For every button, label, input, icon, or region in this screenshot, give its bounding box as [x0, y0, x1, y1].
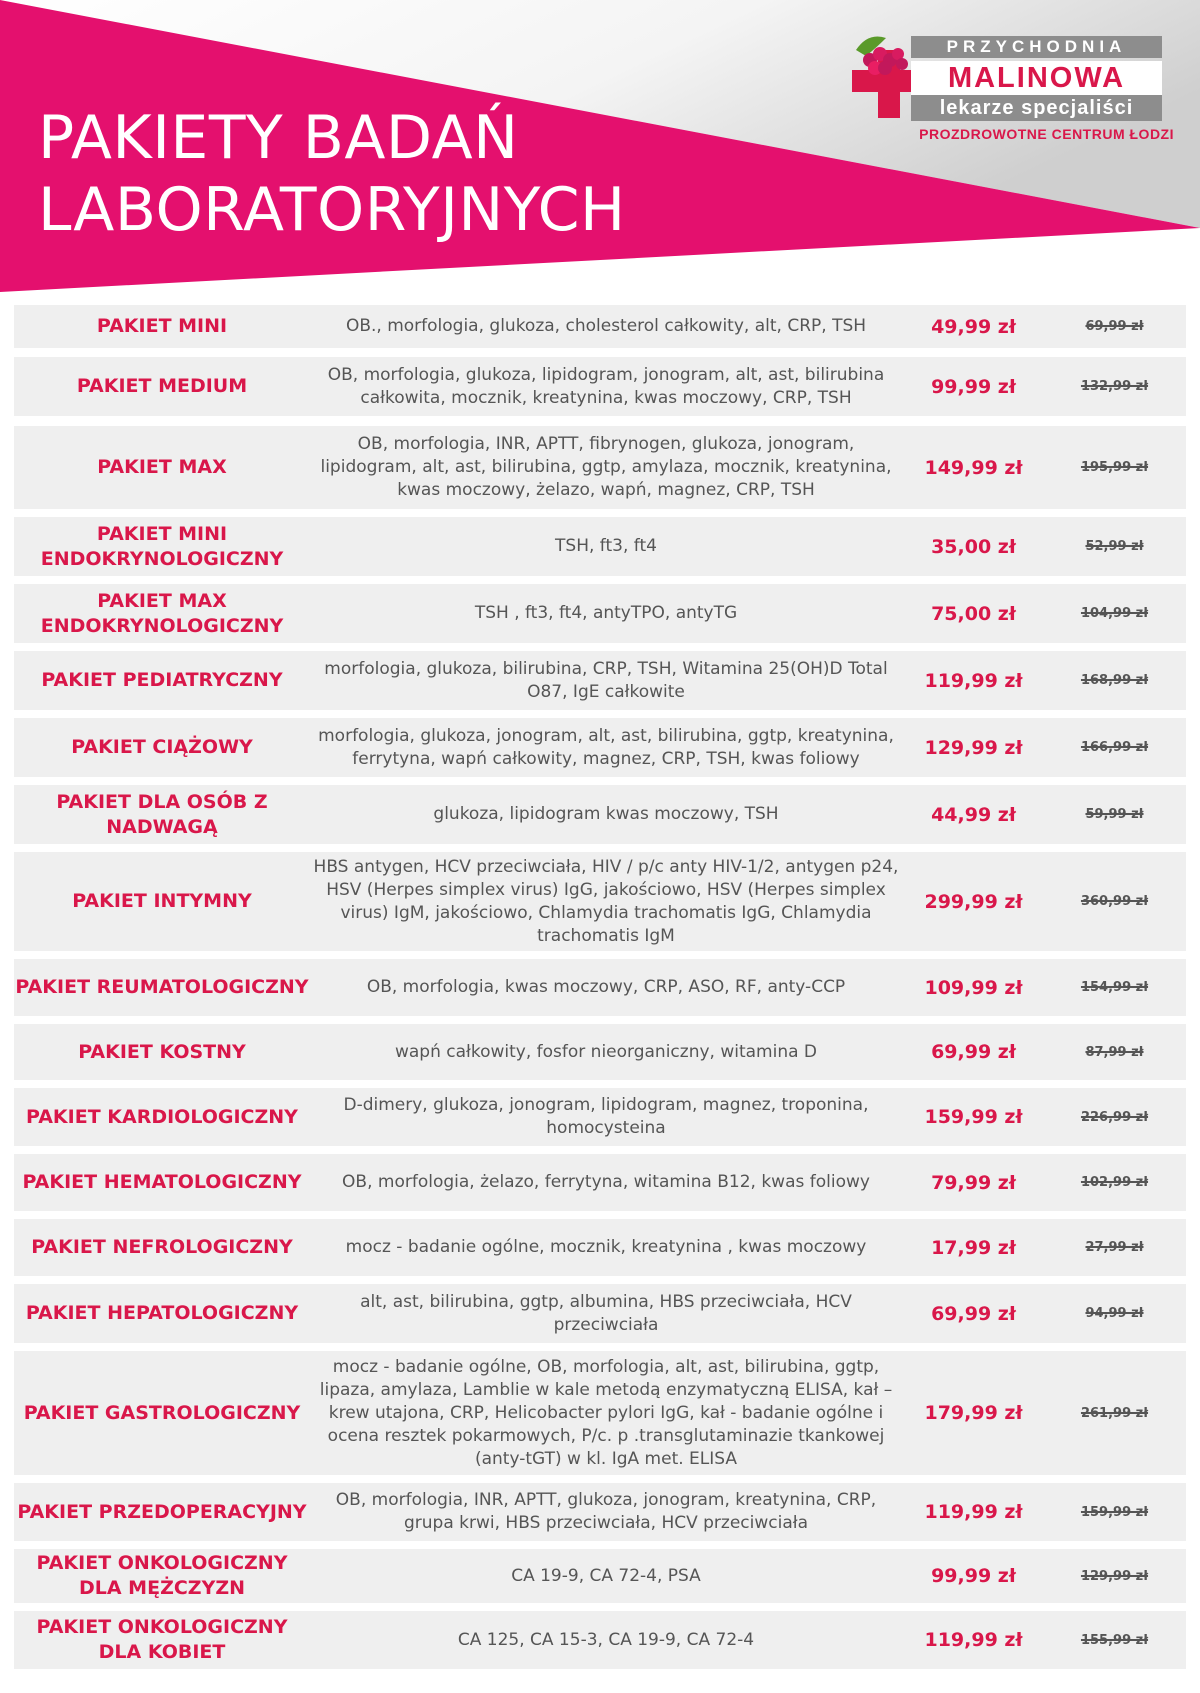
package-price: 119,99 zł	[924, 1629, 1023, 1651]
package-name: PAKIET GASTROLOGICZNY	[23, 1401, 301, 1424]
package-tests: OB, morfologia, żelazo, ferrytyna, witamina B12, kwas foliowy	[342, 1172, 870, 1192]
package-name: PAKIET REUMATOLOGICZNY	[15, 976, 309, 998]
package-tests: mocz - badanie ogólne, OB, morfologia, alt, ast, bilirubina, ggtp, lipaza, amylaza, Lamblie w kale metodą enzymatyczną ELISA, kał – krew utajona, CRP, Helicobacter pylori IgG, kał - badanie ogólne i ocena resztek pokarmowych, P/c. p .transglutaminazie tkankowej (anty-tGT) w kl. IgA met. ELISA	[319, 1356, 893, 1469]
table-row	[14, 1549, 1186, 1603]
table-row	[14, 584, 1186, 643]
package-name: PAKIET PEDIATRYCZNY	[41, 669, 283, 691]
package-old-price: 166,99 zł	[1080, 740, 1149, 755]
table-row	[14, 1284, 1186, 1343]
package-old-price: 104,99 zł	[1080, 606, 1149, 621]
package-old-price: 155,99 zł	[1080, 1632, 1149, 1648]
package-tests: HBS antygen, HCV przeciwciała, HIV / p/c anty HIV-1/2, antygen p24, HSV (Herpes simplex virus) IgG, jakościowo, HSV (Herpes simplex virus) IgM, jakościowo, Chlamydia trachomatis IgG, Chlamydia trachomatis IgM	[313, 856, 899, 946]
package-tests: glukoza, lipidogram kwas moczowy, TSH	[433, 804, 779, 824]
package-old-price: 360,99 zł	[1080, 894, 1149, 909]
package-name: PAKIET MEDIUM	[76, 375, 248, 397]
page-title-line-2: LABORATORYJNYCH	[38, 175, 626, 245]
package-tests: D-dimery, glukoza, jonogram, lipidogram, magnez, troponina, homocysteina	[343, 1095, 869, 1138]
table-row	[14, 1483, 1186, 1541]
package-tests: wapń całkowity, fosfor nieorganiczny, witamina D	[394, 1041, 818, 1062]
package-name: PAKIET NEFROLOGICZNY	[31, 1236, 293, 1258]
package-price: 17,99 zł	[931, 1236, 1016, 1259]
package-old-price: 87,99 zł	[1085, 1044, 1144, 1060]
package-price: 179,99 zł	[924, 1402, 1023, 1424]
package-price: 299,99 zł	[924, 890, 1023, 913]
package-price: 49,99 zł	[931, 315, 1016, 338]
table-row	[14, 785, 1186, 844]
package-old-price: 94,99 zł	[1085, 1306, 1144, 1321]
package-name: PAKIET PRZEDOPERACYJNY	[17, 1500, 307, 1523]
table-row	[14, 1351, 1186, 1475]
package-price: 159,99 zł	[924, 1106, 1023, 1128]
package-old-price: 129,99 zł	[1080, 1568, 1149, 1584]
package-price: 129,99 zł	[924, 736, 1023, 759]
package-tests: alt, ast, bilirubina, ggtp, albumina, HBS przeciwciała, HCV przeciwciała	[360, 1291, 852, 1335]
package-name: PAKIET HEMATOLOGICZNY	[22, 1171, 302, 1193]
package-tests: mocz - badanie ogólne, mocznik, kreatynina , kwas moczowy	[345, 1237, 867, 1257]
package-price: 119,99 zł	[924, 1501, 1023, 1523]
package-price: 75,00 zł	[931, 602, 1016, 625]
clinic-logo	[848, 30, 1174, 148]
logo-brand-text: MALINOWA	[911, 61, 1162, 95]
table-row	[14, 852, 1186, 951]
table-row	[14, 959, 1186, 1016]
package-name: PAKIET MINI	[96, 315, 228, 337]
package-tests: CA 125, CA 15-3, CA 19-9, CA 72-4	[457, 1629, 755, 1650]
package-name: PAKIET HEPATOLOGICZNY	[25, 1302, 299, 1324]
table-row	[14, 426, 1186, 509]
package-name: PAKIET KARDIOLOGICZNY	[26, 1105, 298, 1128]
package-name: PAKIET ONKOLOGICZNY DLA MĘŻCZYZN	[36, 1552, 288, 1599]
package-tests: OB, morfologia, INR, APTT, fibrynogen, glukoza, jonogram, lipidogram, alt, ast, bilirubina, ggtp, amylaza, mocznik, kreatynina, kwas moczowy, żelazo, wapń, magnez, CRP, TSH	[320, 434, 892, 500]
package-old-price: 27,99 zł	[1085, 1240, 1144, 1255]
package-name: PAKIET INTYMNY	[72, 890, 252, 912]
package-tests: OB, morfologia, INR, APTT, glukoza, jonogram, kreatynina, CRP, grupa krwi, HBS przeciwciała, HCV przeciwciała	[335, 1490, 877, 1533]
package-price: 99,99 zł	[931, 375, 1016, 398]
package-tests: morfologia, glukoza, jonogram, alt, ast, bilirubina, ggtp, kreatynina, ferrytyna, wapń całkowity, magnez, CRP, TSH, kwas foliowy	[318, 725, 894, 769]
package-tests: CA 19-9, CA 72-4, PSA	[511, 1565, 701, 1586]
table-row	[14, 718, 1186, 777]
package-old-price: 102,99 zł	[1080, 1175, 1149, 1190]
package-price: 35,00 zł	[931, 535, 1016, 558]
package-name: PAKIET KOSTNY	[78, 1040, 246, 1063]
table-row	[14, 1024, 1186, 1080]
logo-tagline: PROZDROWOTNE CENTRUM ŁODZI	[919, 126, 1174, 142]
logo-subtitle-text: lekarze specjaliści	[911, 95, 1162, 121]
package-price: 69,99 zł	[931, 1041, 1016, 1063]
package-name: PAKIET ONKOLOGICZNY DLA KOBIET	[36, 1616, 288, 1663]
package-old-price: 159,99 zł	[1080, 1504, 1149, 1520]
table-row	[14, 1219, 1186, 1276]
package-tests: TSH , ft3, ft4, antyTPO, antyTG	[474, 603, 738, 623]
package-tests: OB, morfologia, glukoza, lipidogram, jonogram, alt, ast, bilirubina całkowita, mocznik, kreatynina, kwas moczowy, CRP, TSH	[327, 364, 885, 408]
package-tests: morfologia, glukoza, bilirubina, CRP, TSH, Witamina 25(OH)D Total O87, IgE całkowite	[324, 658, 888, 702]
package-old-price: 154,99 zł	[1080, 980, 1149, 995]
table-row	[14, 1611, 1186, 1669]
table-row	[14, 1154, 1186, 1211]
package-name: PAKIET MAX	[97, 456, 227, 478]
table-row	[14, 305, 1186, 348]
package-tests: TSH, ft3, ft4	[555, 536, 657, 556]
package-name: PAKIET CIĄŻOWY	[71, 736, 253, 758]
package-price: 99,99 zł	[931, 1565, 1016, 1587]
package-price: 44,99 zł	[931, 803, 1016, 826]
package-name: PAKIET DLA OSÓB Z NADWAGĄ	[56, 790, 268, 838]
package-price: 149,99 zł	[924, 456, 1023, 479]
package-price: 79,99 zł	[931, 1171, 1016, 1194]
package-price: 109,99 zł	[924, 976, 1023, 999]
page-title	[38, 102, 626, 246]
table-row	[14, 517, 1186, 576]
package-old-price: 195,99 zł	[1080, 460, 1149, 475]
package-price: 69,99 zł	[931, 1302, 1016, 1325]
page-title-line-1: PAKIETY BADAŃ	[38, 103, 519, 173]
package-price: 119,99 zł	[924, 669, 1023, 692]
package-tests: OB., morfologia, glukoza, cholesterol całkowity, alt, CRP, TSH	[345, 316, 867, 336]
package-old-price: 59,99 zł	[1085, 807, 1144, 822]
logo-top-text: PRZYCHODNIA	[911, 36, 1162, 58]
package-name: PAKIET MINI ENDOKRYNOLOGICZNY	[40, 522, 284, 570]
package-old-price: 226,99 zł	[1080, 1109, 1149, 1125]
table-row	[14, 1088, 1186, 1146]
package-old-price: 69,99 zł	[1085, 319, 1144, 334]
table-row	[14, 651, 1186, 710]
table-row	[14, 357, 1186, 416]
package-name: PAKIET MAX ENDOKRYNOLOGICZNY	[40, 589, 284, 637]
package-old-price: 168,99 zł	[1080, 673, 1149, 688]
package-tests: OB, morfologia, kwas moczowy, CRP, ASO, RF, anty-CCP	[366, 977, 846, 997]
package-old-price: 132,99 zł	[1080, 379, 1149, 394]
package-old-price: 52,99 zł	[1085, 539, 1144, 554]
package-old-price: 261,99 zł	[1080, 1405, 1149, 1421]
